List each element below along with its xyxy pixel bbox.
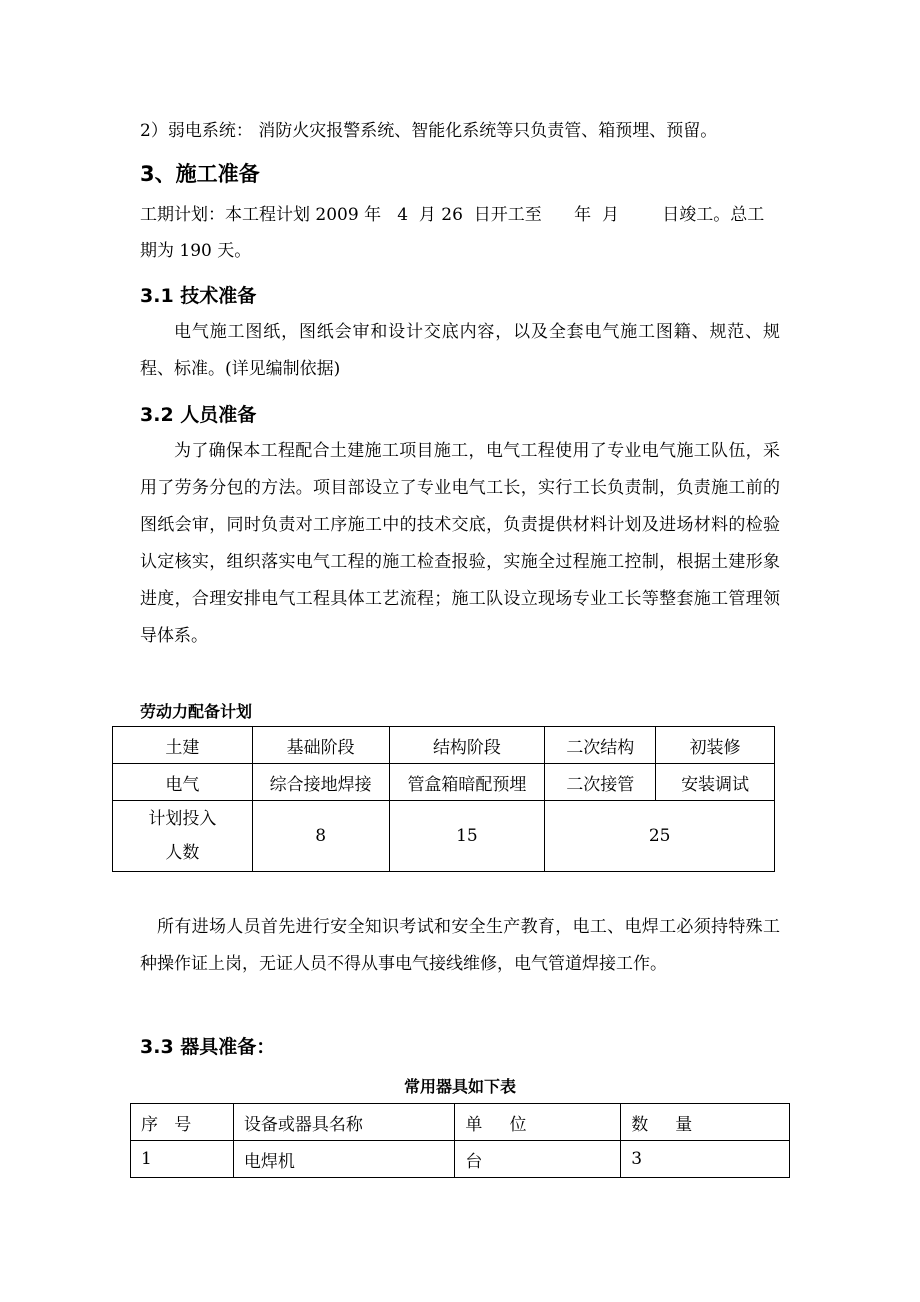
table-header-cell: 数 量: [621, 1104, 790, 1141]
table-cell: [113, 801, 253, 872]
label-line-2: 人数: [165, 843, 200, 863]
personnel-prep-text: 为了确保本工程配合土建施工项目施工，电气工程使用了专业电气施工队伍，采用了劳务分包的方法。项目部设立了专业电气工长，实行工长负责制，负责施工前的图纸会审，同时负责对工序施工中的技术交底，负责提供材料计划及进场材料的检验认定核实，组织落实电气工程的施工检查报验，实施全过程施工控制，根据土建形象进度，合理安排电气工程具体工艺流程；施工队设立现场专业工长等整套施工管理领导体系。: [140, 441, 780, 646]
safety-paragraph: [140, 909, 780, 983]
schedule-line-2: 期为 190 天。: [140, 241, 252, 261]
table-cell: 电气: [113, 764, 253, 801]
table-row: [131, 1141, 790, 1178]
table-cell: 结构阶段: [389, 727, 545, 764]
table-cell: 台: [455, 1141, 621, 1178]
table-cell: 安装调试: [656, 764, 775, 801]
table-cell: 初装修: [656, 727, 775, 764]
table-header-cell: 单 位: [455, 1104, 621, 1141]
weak-current-line: 2）弱电系统： 消防火灾报警系统、智能化系统等只负责管、箱预埋、预留。: [140, 121, 718, 141]
table-cell: 管盒箱暗配预埋: [389, 764, 545, 801]
personnel-prep-paragraph: [140, 433, 780, 655]
table-header-row: [131, 1104, 790, 1141]
tech-prep-paragraph: [140, 314, 780, 388]
section-3-3-title: 3.3 器具准备：: [140, 1036, 276, 1058]
table-cell: 二次结构: [545, 727, 656, 764]
label-line-1: 计划投入: [148, 809, 217, 829]
table-cell: 25: [545, 801, 775, 872]
tools-table-caption: 常用器具如下表: [403, 1077, 516, 1096]
section-3-2-title: 3.2 人员准备: [140, 404, 257, 426]
planned-headcount-label: [148, 802, 216, 870]
table-row: [113, 764, 775, 801]
table-cell: 土建: [113, 727, 253, 764]
schedule-line-1: 工期计划：本工程计划 2009 年 4 月 26 日开工至 年 月 日竣工。总工: [140, 205, 765, 225]
table-cell: 8: [252, 801, 389, 872]
table-row: [113, 727, 775, 764]
labor-table: [112, 726, 775, 872]
tools-table: [130, 1103, 790, 1178]
table-cell: 1: [131, 1141, 234, 1178]
table-cell: 3: [621, 1141, 790, 1178]
tech-prep-text: 电气施工图纸，图纸会审和设计交底内容，以及全套电气施工图籍、规范、规程、标准。(详见编制依据): [140, 322, 780, 379]
table-cell: 综合接地焊接: [252, 764, 389, 801]
section-3-title: 3、施工准备: [140, 162, 260, 186]
safety-text: 所有进场人员首先进行安全知识考试和安全生产教育，电工、电焊工必须持特殊工种操作证上岗，无证人员不得从事电气接线维修，电气管道焊接工作。: [140, 917, 780, 974]
table-cell: 二次接管: [545, 764, 656, 801]
labor-table-caption: 劳动力配备计划: [140, 702, 253, 721]
table-header-cell: 设备或器具名称: [233, 1104, 455, 1141]
table-cell: 电焊机: [233, 1141, 455, 1178]
section-3-1-title: 3.1 技术准备: [140, 285, 257, 307]
table-cell: 基础阶段: [252, 727, 389, 764]
table-header-cell: 序 号: [131, 1104, 234, 1141]
table-cell: 15: [389, 801, 545, 872]
table-row: [113, 801, 775, 872]
